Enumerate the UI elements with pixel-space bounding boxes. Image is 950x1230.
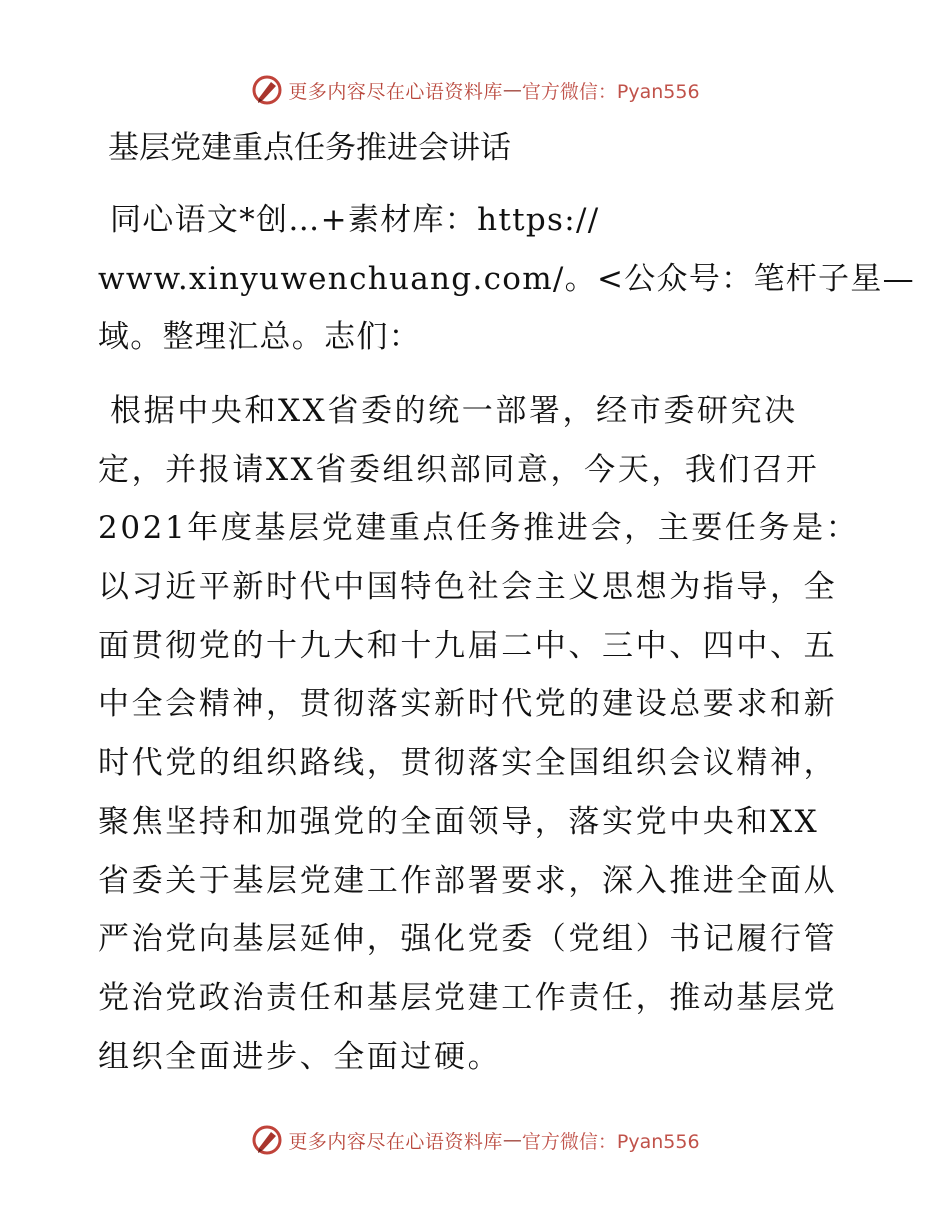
intro-line: www.xinyuwenchuang.com/。<公众号：笔杆子星—	[98, 260, 915, 297]
body-line: 2021年度基层党建重点任务推进会，主要任务是：	[98, 510, 860, 547]
pen-nib-circle-icon	[250, 73, 284, 107]
body-line: 聚焦坚持和加强党的全面领导，落实党中央和XX	[98, 803, 820, 840]
banner-brand-text: 更多内容尽在心语资料库	[288, 80, 503, 103]
body-line: 组织全面进步、全面过硬。	[98, 1038, 502, 1075]
pen-nib-circle-icon	[250, 1123, 284, 1157]
intro-line: 同心语文*创…+素材库：https://	[110, 202, 600, 238]
body-line: 党治党政治责任和基层党建工作责任，推动基层党	[98, 979, 838, 1016]
footer-watermark-banner	[0, 1118, 950, 1162]
body-line: 省委关于基层党建工作部署要求，深入推进全面从	[98, 862, 838, 899]
banner-contact-text: 官方微信：Pyan556	[521, 1130, 700, 1153]
body-line: 定，并报请XX省委组织部同意，今天，我们召开	[98, 451, 820, 488]
document-title: 基层党建重点任务推进会讲话	[108, 130, 511, 166]
body-line: 面贯彻党的十九大和十九届二中、三中、四中、五	[98, 627, 838, 664]
body-line: 时代党的组织路线，贯彻落实全国组织会议精神，	[98, 745, 838, 782]
intro-paragraph	[98, 191, 915, 367]
body-line: 中全会精神，贯彻落实新时代党的建设总要求和新	[98, 686, 838, 723]
banner-separator: —	[502, 79, 522, 101]
banner-brand-text: 更多内容尽在心语资料库	[288, 1130, 503, 1153]
banner-contact-text: 官方微信：Pyan556	[521, 80, 700, 103]
body-paragraph	[98, 382, 860, 1086]
banner-separator: —	[502, 1129, 522, 1151]
body-line: 严治党向基层延伸，强化党委（党组）书记履行管	[98, 921, 838, 958]
header-watermark-banner	[0, 68, 950, 112]
body-line: 以习近平新时代中国特色社会主义思想为指导，全	[98, 569, 838, 606]
intro-line: 域。整理汇总。志们：	[98, 319, 421, 356]
body-line: 根据中央和XX省委的统一部署，经市委研究决	[110, 393, 798, 429]
